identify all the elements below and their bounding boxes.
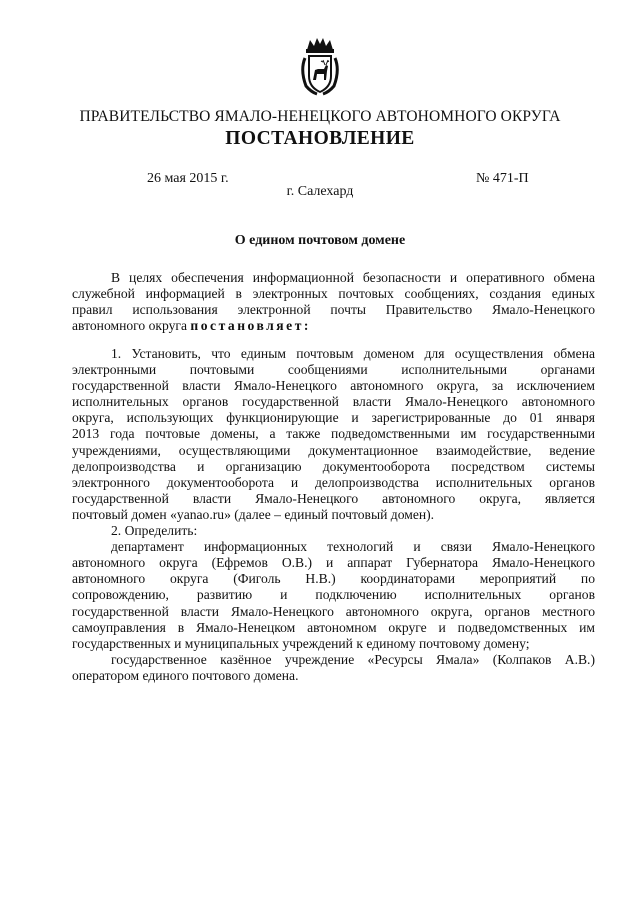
text-line: 2. Определить: — [111, 523, 198, 539]
text-line: государственной власти Ямало-Ненецкого автономного округа, органов местного — [72, 603, 595, 619]
text-line: В целях обеспечения информационной безопасности и оперативного обмена — [111, 270, 595, 285]
text-line: автономного округа (Фиголь Н.В.) координаторами мероприятий по — [72, 571, 595, 587]
text-line: правил использования электронной почты Правительство Ямало-Ненецкого — [72, 302, 595, 318]
government-title: ПРАВИТЕЛЬСТВО ЯМАЛО-НЕНЕЦКОГО АВТОНОМНОГО ОКРУГА — [79, 108, 561, 125]
text-line: автономного округа (Ефремов О.В.) и аппарат Губернатора Ямало-Ненецкого — [72, 555, 595, 571]
text-line: электронными почтовыми сообщениями исполнительными органами — [72, 362, 595, 378]
text-line: исполнительных органов государственной власти Ямало-Ненецкого автономного — [72, 394, 595, 410]
text-line: учреждениями, осуществляющими документационное взаимодействие, ведение — [72, 442, 595, 458]
text-line: сопровождению, развитию и подключению исполнительных органов — [72, 587, 595, 603]
text-line: оператором единого почтового домена. — [72, 667, 299, 683]
document-city: г. Салехард — [286, 184, 354, 199]
document-number: № 471-П — [476, 171, 529, 186]
text-line: государственной власти Ямало-Ненецкого автономного округа, является — [72, 490, 595, 506]
document-subject: О едином почтовом домене — [234, 233, 406, 248]
preamble-paragraph — [72, 270, 595, 334]
main-text — [72, 346, 595, 684]
decree-word: постановляет: — [190, 318, 311, 334]
text-line: государственное казённое учреждение «Ресурсы Ямала» (Колпаков А.В.) — [111, 651, 595, 667]
document-type: ПОСТАНОВЛЕНИЕ — [225, 128, 415, 149]
preamble-last-text: автономного округа — [72, 318, 188, 334]
text-line: почтовый домен «yanao.ru» (далее – единый почтовый домен). — [72, 506, 435, 522]
text-line: 1. Установить, что единым почтовым доменом для осуществления обмена — [111, 346, 595, 361]
text-line: государственной власти Ямало-Ненецкого автономного округа, за исключением — [72, 378, 595, 394]
text-line: округа, использующих функционирующие и зарегистрированные до 01 января — [72, 410, 595, 426]
text-line: самоуправления в Ямало-Ненецком автономном округе и подведомственных им — [72, 619, 595, 635]
text-line: электронного документооборота и делопроизводства исполнительных органов — [72, 474, 595, 490]
text-line — [72, 318, 595, 334]
text-line: департамент информационных технологий и связи Ямало-Ненецкого — [111, 539, 595, 555]
document-date: 26 мая 2015 г. — [147, 171, 229, 186]
text-line: делопроизводства и организацию документооборота посредством системы — [72, 458, 595, 474]
text-line: служебной информацией в электронных почтовых сообщениях, создания единых — [72, 286, 595, 302]
text-line: государственных и муниципальных учреждений к единому почтовому домену; — [72, 635, 530, 651]
coat-of-arms-icon — [299, 36, 341, 96]
text-line: 2013 года почтовые домены, а также подведомственными им государственными — [72, 426, 595, 442]
